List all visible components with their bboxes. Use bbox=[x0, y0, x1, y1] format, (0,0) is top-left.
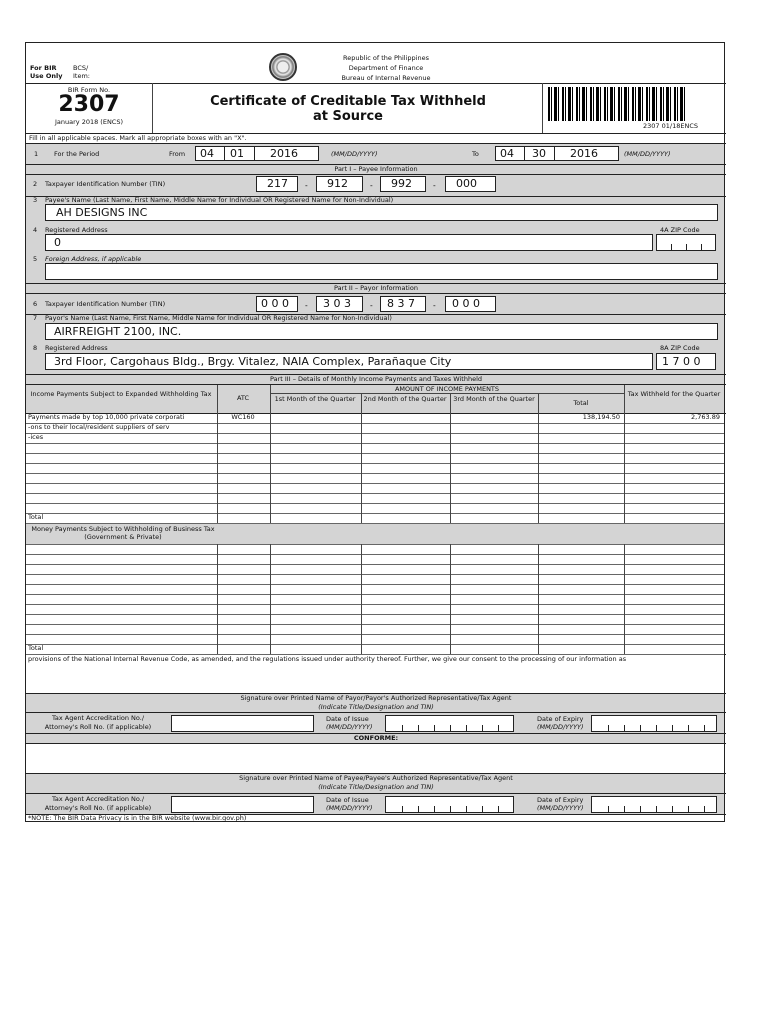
table-row-line bbox=[26, 654, 724, 655]
payor-addr-label: Registered Address bbox=[45, 344, 108, 352]
to-yyyy: 2016 bbox=[570, 147, 598, 160]
table-row-line bbox=[26, 423, 724, 424]
table-row-line bbox=[26, 604, 724, 605]
from-format: (MM/DD/YYYY) bbox=[331, 150, 378, 158]
table-row-line bbox=[26, 463, 724, 464]
row1-desc-2: -ons to their local/resident suppliers of serv bbox=[28, 423, 170, 431]
table-row-line bbox=[26, 443, 724, 444]
payee-name-num: 3 bbox=[33, 196, 38, 204]
payor-tin-4[interactable]: 0 0 0 bbox=[445, 296, 496, 312]
table-row-line bbox=[26, 644, 724, 645]
foreign-label: Foreign Address, if applicable bbox=[45, 255, 142, 263]
payor-accred-field[interactable] bbox=[171, 715, 314, 732]
payee-expiry-label: Date of Expiry bbox=[537, 796, 584, 804]
payee-zip-label: 4A ZIP Code bbox=[660, 226, 700, 234]
table-row-line bbox=[26, 594, 724, 595]
payor-tin-num: 6 bbox=[33, 300, 38, 308]
table-column-line bbox=[624, 385, 625, 413]
barcode-icon bbox=[548, 87, 688, 121]
item-label: Item: bbox=[73, 72, 90, 80]
for-bir-label: For BIR bbox=[30, 64, 57, 72]
payee-name-field[interactable]: AH DESIGNS INC bbox=[45, 204, 718, 221]
table-column-line bbox=[538, 393, 539, 413]
period-num: 1 bbox=[34, 150, 39, 158]
part1-title: Part I – Payee Information bbox=[334, 165, 418, 173]
table-row-line bbox=[26, 634, 724, 635]
payor-address-field[interactable]: 3rd Floor, Cargohaus Bldg., Brgy. Vitalez, NAIA Complex, Parañaque City bbox=[45, 353, 653, 370]
payor-name-num: 7 bbox=[33, 314, 38, 322]
republic-text: Republic of the Philippines bbox=[343, 54, 429, 62]
payor-expiry-date-field[interactable] bbox=[591, 715, 717, 732]
bcs-label: BCS/ bbox=[73, 64, 89, 72]
table-row-line bbox=[26, 554, 724, 555]
form-label: BIR Form No. bbox=[67, 86, 111, 94]
col-m2-header: 2nd Month of the Quarter bbox=[363, 395, 447, 403]
to-format: (MM/DD/YYYY) bbox=[624, 150, 671, 158]
department-text: Department of Finance bbox=[348, 64, 424, 72]
foreign-address-field[interactable] bbox=[45, 263, 718, 280]
table-row-line bbox=[26, 584, 724, 585]
table-column-line bbox=[217, 385, 218, 413]
table-column-line bbox=[538, 544, 539, 654]
table-column-line bbox=[361, 413, 362, 523]
payee-tin-num: 2 bbox=[33, 180, 38, 188]
payor-tin-1[interactable]: 0 0 0 bbox=[256, 296, 298, 312]
table-row-line bbox=[26, 433, 724, 434]
table-row-line bbox=[26, 453, 724, 454]
payor-name-field[interactable]: AIRFREIGHT 2100, INC. bbox=[45, 323, 718, 340]
period-label: For the Period bbox=[54, 150, 100, 158]
from-mm: 04 bbox=[200, 147, 214, 160]
payor-zip-label: 8A ZIP Code bbox=[660, 344, 700, 352]
payor-issue-date-field[interactable] bbox=[385, 715, 514, 732]
payee-name-label: Payee's Name (Last Name, First Name, Middle Name for Individual OR Registered Name for Non-Individual) bbox=[45, 196, 394, 204]
table-row-line bbox=[26, 564, 724, 565]
from-dd: 01 bbox=[230, 147, 244, 160]
payee-accred-field[interactable] bbox=[171, 796, 314, 813]
payee-expiry-date-field[interactable] bbox=[591, 796, 717, 813]
instructions-text: Fill in all applicable spaces. Mark all appropriate boxes with an "X". bbox=[29, 134, 247, 142]
row1-desc-1: Payments made by top 10,000 private corporati bbox=[28, 413, 185, 421]
table-column-line bbox=[450, 393, 451, 413]
payee-addr-label: Registered Address bbox=[45, 226, 108, 234]
from-label: From bbox=[169, 150, 186, 158]
payee-tin-1[interactable]: 217 bbox=[256, 176, 298, 192]
payee-tin-4[interactable]: 000 bbox=[445, 176, 496, 192]
table-column-line bbox=[538, 413, 539, 523]
table-row-line bbox=[26, 483, 724, 484]
table-column-line bbox=[361, 544, 362, 654]
declaration-text: provisions of the National Internal Revenue Code, as amended, and the regulations issued under authority thereof. Further, we give our consent to the processing of our information as bbox=[28, 655, 627, 663]
payee-expiry-format: (MM/DD/YYYY) bbox=[537, 804, 584, 812]
to-mm: 04 bbox=[500, 147, 514, 160]
table-row-line bbox=[26, 493, 724, 494]
payor-zip-field[interactable]: 1 7 0 0 bbox=[656, 353, 716, 370]
col-m1-header: 1st Month of the Quarter bbox=[274, 395, 356, 403]
table-row-line bbox=[26, 523, 724, 524]
payee-tin-3[interactable]: 992 bbox=[380, 176, 426, 192]
part2-title: Part II – Payor Information bbox=[334, 284, 418, 292]
payor-addr-num: 8 bbox=[33, 344, 38, 352]
conforme-label: CONFORME: bbox=[353, 734, 399, 742]
payee-signature-label: Signature over Printed Name of Payee/Payee's Authorized Representative/Tax Agent bbox=[239, 774, 513, 782]
payor-accred-label: Tax Agent Accreditation No./ bbox=[51, 714, 145, 722]
use-only-label: Use Only bbox=[30, 72, 63, 80]
col-total-header: Total bbox=[573, 399, 589, 407]
table-column-line bbox=[624, 413, 625, 523]
total-label-1: Total bbox=[28, 513, 44, 521]
foreign-num: 5 bbox=[33, 255, 38, 263]
payee-issue-label: Date of Issue bbox=[326, 796, 369, 804]
payee-issue-date-field[interactable] bbox=[385, 796, 514, 813]
bir-seal-icon bbox=[269, 53, 297, 81]
payee-signature-sub: (Indicate Title/Designation and TIN) bbox=[318, 783, 434, 791]
table-column-line bbox=[217, 544, 218, 654]
payor-issue-label: Date of Issue bbox=[326, 715, 369, 723]
table-row-line bbox=[26, 614, 724, 615]
table-row-line bbox=[26, 503, 724, 504]
to-label: To bbox=[472, 150, 479, 158]
table-row-line bbox=[26, 513, 724, 514]
table-column-line bbox=[270, 385, 271, 413]
table-row-line bbox=[26, 574, 724, 575]
table-column-line bbox=[361, 393, 362, 413]
money-payments-header: Money Payments Subject to Withholding of Business Tax (Government & Private) bbox=[31, 525, 215, 541]
payee-tin-label: Taxpayer Identification Number (TIN) bbox=[45, 180, 166, 188]
table-column-line bbox=[450, 544, 451, 654]
payee-accred-label: Tax Agent Accreditation No./ bbox=[51, 795, 145, 803]
to-date-field[interactable] bbox=[495, 146, 619, 161]
table-column-line bbox=[450, 413, 451, 523]
form-title-line1: Certificate of Creditable Tax Withheld bbox=[210, 94, 486, 109]
form-number: 2307 bbox=[58, 92, 120, 117]
table-row-line bbox=[26, 624, 724, 625]
amount-header: AMOUNT OF INCOME PAYMENTS bbox=[394, 385, 500, 393]
payor-expiry-label: Date of Expiry bbox=[537, 715, 584, 723]
col-income-header: Income Payments Subject to Expanded Withholding Tax bbox=[30, 390, 212, 398]
payor-tin-3[interactable]: 8 3 7 bbox=[380, 296, 426, 312]
payor-roll-label: Attorney's Roll No. (if applicable) bbox=[44, 723, 152, 731]
form-title-line2: at Source bbox=[313, 109, 383, 124]
table-row-line bbox=[26, 544, 724, 545]
table-row-line bbox=[26, 473, 724, 474]
from-date-field[interactable] bbox=[195, 146, 319, 161]
payor-expiry-format: (MM/DD/YYYY) bbox=[537, 723, 584, 731]
bir-form-2307: For BIR Use Only BCS/ Item: Republic of the Philippines Department of Finance Bureau of Internal Revenue BIR Form No. 2307 January 2018 (ENCS) Certificate of Creditable Tax Withheld at Source 2307 01/18ENCS Fill in all applicable spaces. Mark all appropriate boxes with an "X". 1 For the Period From 04 01 2016 (MM/DD/YYYY) To 04 30 2016 (MM/DD/YYYY) Part I – Payee Information 2 Taxpayer Identification Number (TIN) 217 - 912 - 992 - 000 3 Payee's Name (Last Name, First Name, Middle Name for Individual OR Registered Name for Non-Individual) AH DESIGNS INC 4 Registered Address 4A ZIP Code 0 5 Foreign Address, if applicable Part II – Payor Information 6 Taxpayer Identification Number (TIN) 0 0 0 - 3 0 3 - 8 3 7 - 0 0 0 7 Payor's Name (Last Name, First Name, Middle Name for Individual OR Registered Name for Non-Individual) AIRFREIGHT 2100, INC. 8 Registered Address 8A ZIP Code 3rd Floor, Cargohaus Bldg., Brgy. Vitalez, NAIA Complex, Parañaque City 1 7 0 0 Part III – Details of Monthly Income Payments and Taxes Withheld Income Payments Subject to Expanded Withholding Tax ATC AMOUNT OF INCOME PAYMENTS 1st Month of the Quarter 2nd Month of the Quarter 3rd Month of the Quarter Total Tax Withheld for the Quarter Payments made by top 10,000 private corporati -ons to their local/resident suppliers of serv -ices WC160 138,194.50 2,763.89 Total Money Payments Subject to Withholding of Business Tax (Government & Private) Total provisions of the National Internal Revenue Code, as amended, and the regulations issued under authority thereof. Further, we give our consent to the processing of our information as Signature over Printed Name of Payor/Payor's Authorized Representative/Tax Agent (Indicate Title/Designation and TIN) Tax Agent Accreditation No./ Attorney's Roll No. (if applicable) Date of Issue (MM/DD/YYYY) Date of Expiry (MM/DD/YYYY) CONFORME: Signature over Printed Name of Payee/Payee's Authorized Representative/Tax Agent (Indicate Title/Designation and TIN) Tax Agent Accreditation No./ Attorney's Roll No. (if applicable) Date of Issue (MM/DD/YYYY) Date of Expiry (MM/DD/YYYY) *NOTE: The BIR Data Privacy is in the BIR website (www.bir.gov.ph) bbox=[25, 42, 725, 822]
payor-tin-2[interactable]: 3 0 3 bbox=[316, 296, 363, 312]
payor-signature-sub: (Indicate Title/Designation and TIN) bbox=[318, 703, 434, 711]
from-yyyy: 2016 bbox=[270, 147, 298, 160]
table-column-line bbox=[270, 413, 271, 523]
barcode-caption: 2307 01/18ENCS bbox=[643, 122, 698, 130]
table-column-line bbox=[270, 544, 271, 654]
total-label-2: Total bbox=[28, 644, 44, 652]
table-column-line bbox=[624, 544, 625, 654]
part3-title: Part III – Details of Monthly Income Payments and Taxes Withheld bbox=[269, 375, 483, 383]
form-version: January 2018 (ENCS) bbox=[54, 118, 124, 126]
payee-addr-num: 4 bbox=[33, 226, 38, 234]
payor-signature-label: Signature over Printed Name of Payor/Payor's Authorized Representative/Tax Agent bbox=[240, 694, 512, 702]
table-column-line bbox=[217, 413, 218, 523]
payor-issue-format: (MM/DD/YYYY) bbox=[326, 723, 373, 731]
payor-name-label: Payor's Name (Last Name, First Name, Middle Name for Individual OR Registered Name for Non-Individual) bbox=[45, 314, 392, 322]
payee-tin-2[interactable]: 912 bbox=[316, 176, 363, 192]
row1-tax: 2,763.89 bbox=[691, 413, 720, 421]
payee-roll-label: Attorney's Roll No. (if applicable) bbox=[44, 804, 152, 812]
col-m3-header: 3rd Month of the Quarter bbox=[453, 395, 535, 403]
payee-issue-format: (MM/DD/YYYY) bbox=[326, 804, 373, 812]
to-dd: 30 bbox=[532, 147, 546, 160]
row1-total: 138,194.50 bbox=[582, 413, 620, 421]
col-tax-header: Tax Withheld for the Quarter bbox=[627, 390, 721, 398]
row1-desc-3: -ices bbox=[28, 433, 44, 441]
payee-zip-field[interactable] bbox=[656, 234, 716, 251]
payor-tin-label: Taxpayer Identification Number (TIN) bbox=[45, 300, 166, 308]
bureau-text: Bureau of Internal Revenue bbox=[341, 74, 431, 82]
privacy-note: *NOTE: The BIR Data Privacy is in the BIR website (www.bir.gov.ph) bbox=[28, 814, 247, 822]
payee-address-field[interactable]: 0 bbox=[45, 234, 653, 251]
col-atc-header: ATC bbox=[236, 394, 250, 402]
row1-atc: WC160 bbox=[231, 413, 255, 421]
